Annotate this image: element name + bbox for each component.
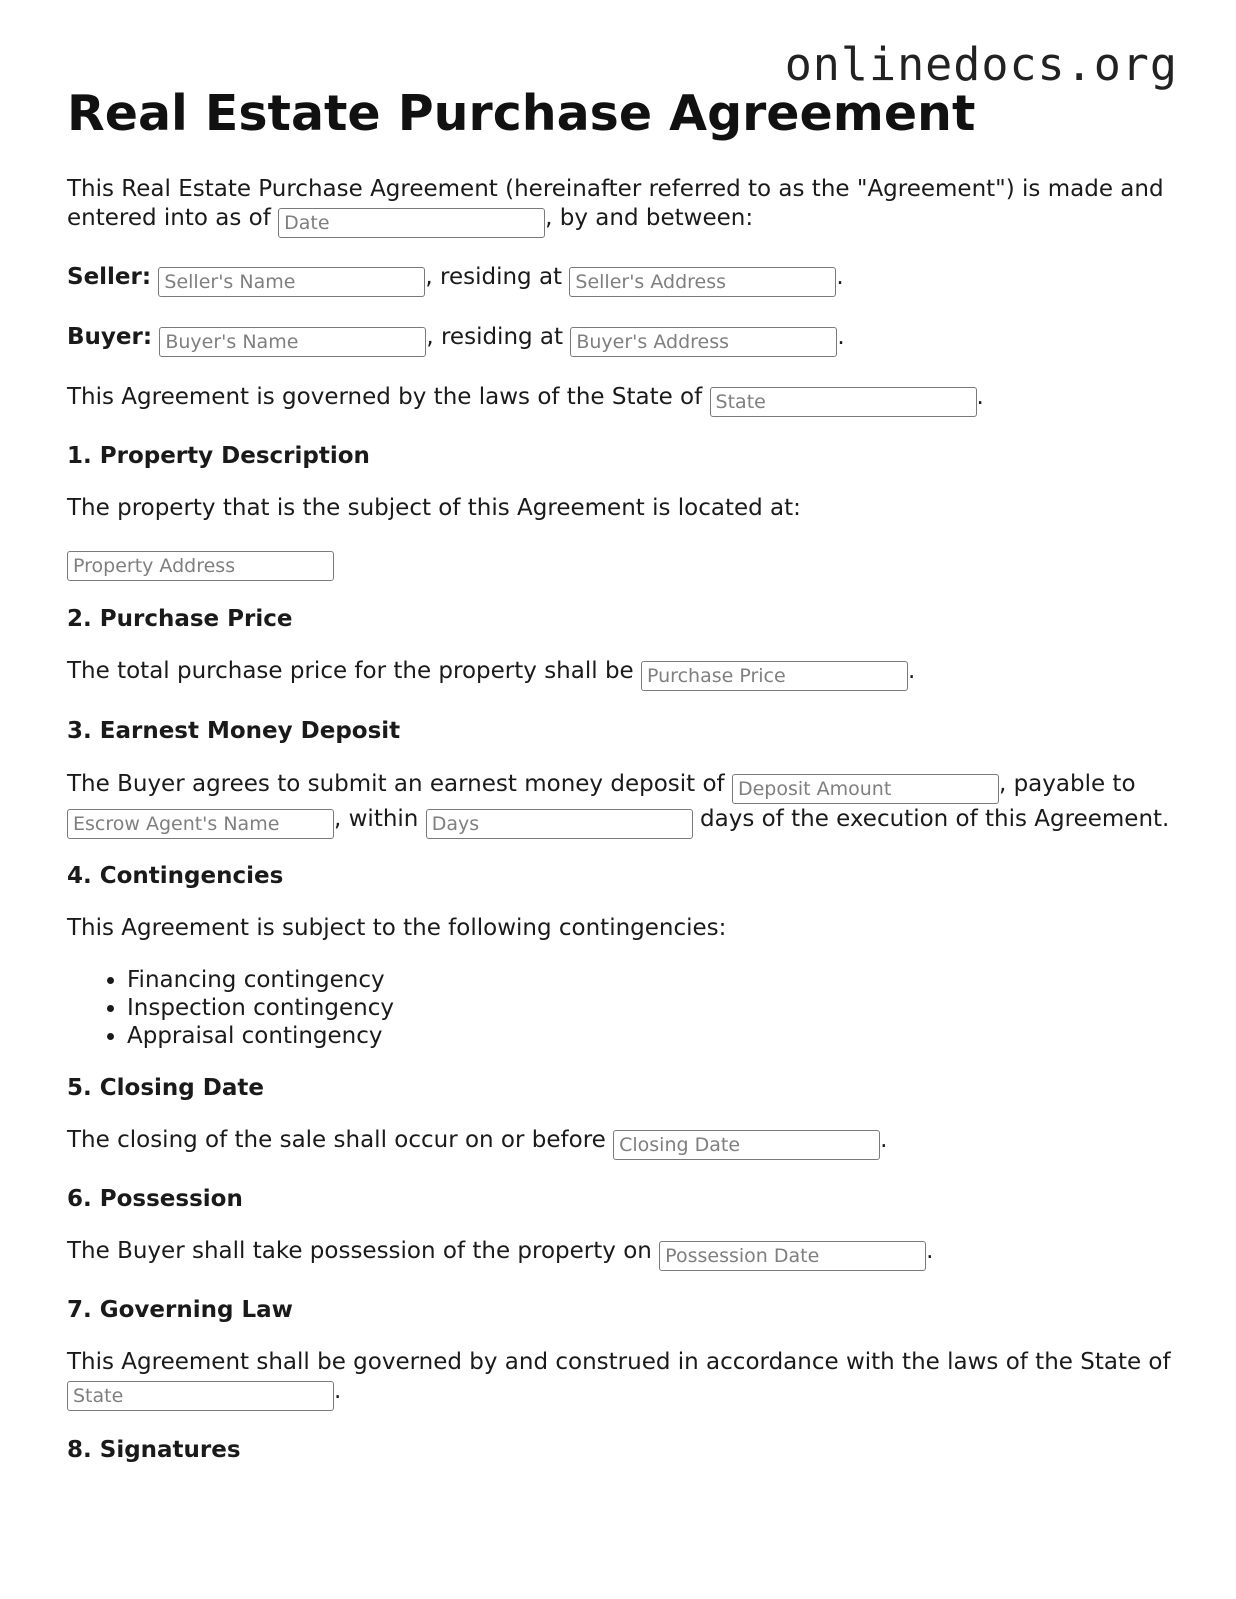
section-heading-possession: 6. Possession	[67, 1186, 243, 1212]
buyer-end: .	[837, 324, 845, 350]
seller-label: Seller:	[67, 264, 152, 290]
deposit-days-field[interactable]	[426, 809, 693, 839]
purchase-price-field[interactable]	[641, 661, 908, 691]
deposit-text-2: , payable to	[998, 771, 1136, 797]
list-item: • Financing contingency	[127, 966, 1177, 994]
seller-end: .	[836, 264, 844, 290]
governed-end: .	[976, 384, 984, 410]
contingencies-text: This Agreement is subject to the following contingencies:	[67, 915, 727, 941]
list-item: • Appraisal contingency	[127, 1022, 1177, 1050]
property-field-line	[67, 547, 1177, 581]
intro-text-after: , by and between:	[545, 205, 754, 231]
intro-paragraph	[67, 175, 1177, 238]
governed-text: This Agreement is governed by the laws of the State of	[67, 384, 703, 410]
section-heading-contingencies: 4. Contingencies	[67, 863, 284, 889]
seller-line	[67, 263, 1177, 297]
document-title: Real Estate Purchase Agreement	[67, 85, 976, 142]
buyer-label: Buyer:	[67, 324, 153, 350]
deposit-text-3: , within	[334, 806, 419, 832]
price-text: The total purchase price for the property shall be	[67, 658, 634, 684]
document-page	[67, 82, 1177, 1465]
buyer-address-field[interactable]	[570, 327, 837, 357]
seller-residing-text: , residing at	[425, 264, 563, 290]
contingencies-list	[67, 966, 1177, 1050]
deposit-paragraph	[67, 769, 1177, 839]
possession-date-field[interactable]	[659, 1241, 926, 1271]
price-line	[67, 657, 1177, 691]
closing-end: .	[880, 1127, 888, 1153]
section-heading-law: 7. Governing Law	[67, 1297, 293, 1323]
possession-text: The Buyer shall take possession of the property on	[67, 1238, 652, 1264]
watermark: onlinedocs.org	[784, 38, 1178, 91]
buyer-line	[67, 323, 1177, 357]
law-paragraph	[67, 1348, 1177, 1411]
section-heading-price: 2. Purchase Price	[67, 606, 293, 632]
closing-line	[67, 1126, 1177, 1160]
property-text: The property that is the subject of this Agreement is located at:	[67, 495, 801, 521]
deposit-amount-field[interactable]	[732, 774, 999, 804]
escrow-agent-name-field[interactable]	[67, 809, 334, 839]
governed-line	[67, 383, 1177, 417]
buyer-name-field[interactable]	[159, 327, 426, 357]
section-heading-property: 1. Property Description	[67, 443, 370, 469]
law-end: .	[334, 1378, 342, 1404]
possession-line	[67, 1237, 1177, 1271]
property-address-field[interactable]	[67, 551, 334, 581]
deposit-text-1: The Buyer agrees to submit an earnest money deposit of	[67, 771, 725, 797]
section-heading-deposit: 3. Earnest Money Deposit	[67, 718, 401, 744]
closing-text: The closing of the sale shall occur on or before	[67, 1127, 606, 1153]
buyer-residing-text: , residing at	[426, 324, 564, 350]
section-heading-signatures: 8. Signatures	[67, 1437, 241, 1463]
seller-name-field[interactable]	[158, 267, 425, 297]
list-item: • Inspection contingency	[127, 994, 1177, 1022]
deposit-text-4: days of the execution of this Agreement.	[700, 806, 1170, 832]
possession-end: .	[926, 1238, 934, 1264]
section-heading-closing: 5. Closing Date	[67, 1075, 264, 1101]
seller-address-field[interactable]	[569, 267, 836, 297]
law-text: This Agreement shall be governed by and construed in accordance with the laws of the State of	[67, 1349, 1171, 1375]
governing-state-field[interactable]	[710, 387, 977, 417]
agreement-date-field[interactable]	[278, 208, 545, 238]
law-state-field[interactable]	[67, 1381, 334, 1411]
price-end: .	[908, 658, 916, 684]
closing-date-field[interactable]	[613, 1130, 880, 1160]
intro-text: This Real Estate Purchase Agreement (hereinafter referred to as the "Agreement") is made and entered into as of	[67, 176, 1164, 231]
